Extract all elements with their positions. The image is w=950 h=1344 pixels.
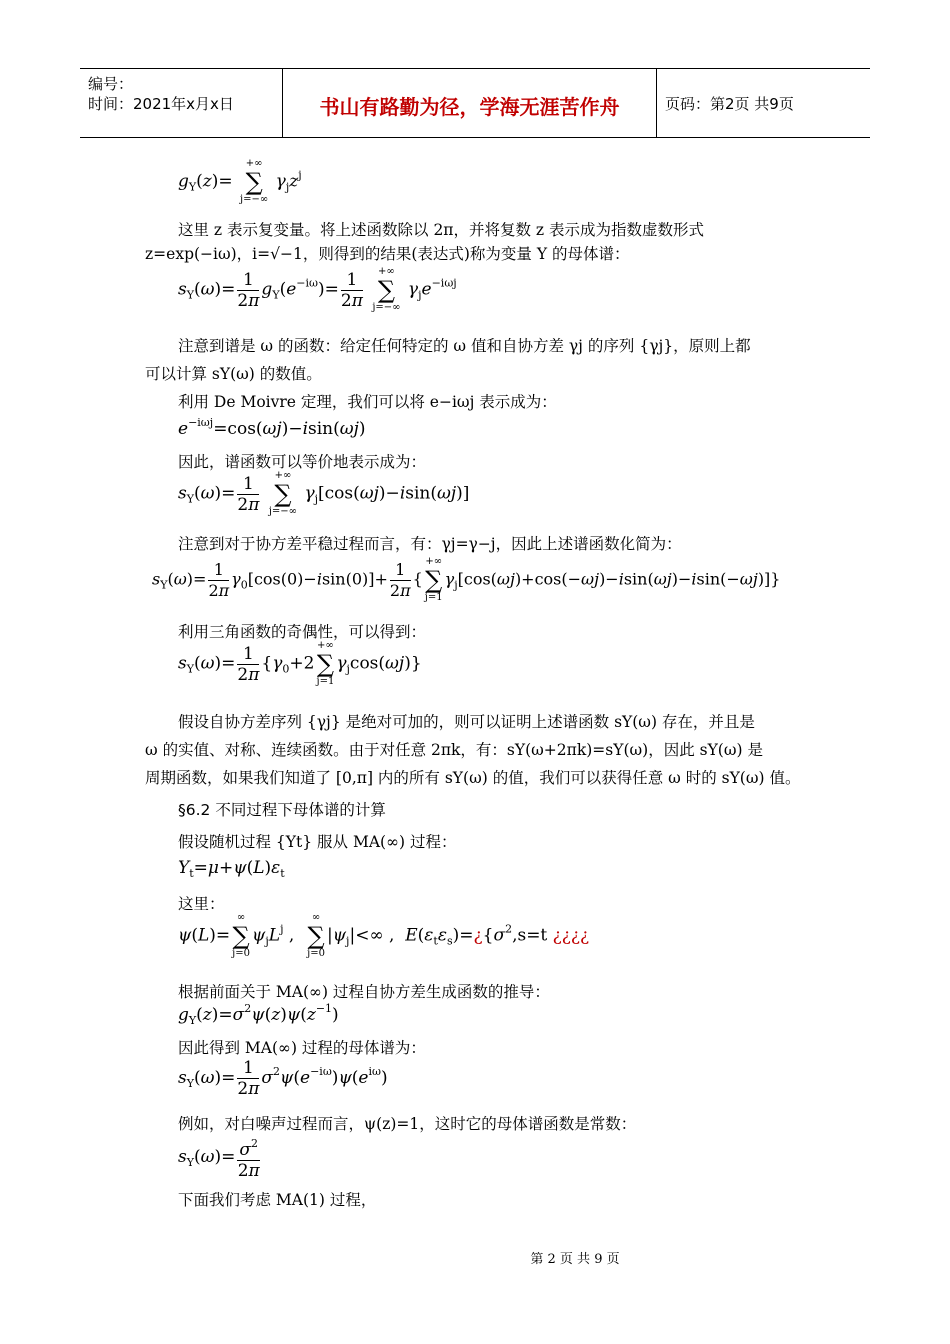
equation-11: $s_Y(\omega)=$ $\frac{\sigma^2}{2\pi}$ <box>178 1134 262 1181</box>
text-line-14: 根据前面关于 MA(∞) 过程自协方差生成函数的推导： <box>178 983 550 1001</box>
equation-7: $Y_t=\mu+\psi(L)\varepsilon_t$ <box>178 858 285 880</box>
footer-text: 第 2 页 共 9 页 <box>530 1252 620 1267</box>
text-line-8: 利用三角函数的奇偶性，可以得到： <box>178 623 427 641</box>
text-line-12: 假设随机过程 {Yt} 服从 MA(∞) 过程： <box>178 833 457 851</box>
text-line-9: 假设自协方差序列 {γj} 是绝对可加的，则可以证明上述谱函数 sY(ω) 存在，并且是 <box>178 713 755 731</box>
text-line-16: 例如，对白噪声过程而言，ψ(z)=1，这时它的母体谱函数是常数： <box>178 1115 637 1133</box>
equation-10: $s_Y(\omega)=$ $\frac{1}{2\pi}$ $\sigma^2\psi(e^{-i\omega})\psi(e^{i\omega})$ <box>178 1058 388 1099</box>
code-label: 编号： <box>88 75 134 93</box>
motto: 书山有路勤为径，学海无涯苦作舟 <box>319 95 620 119</box>
equation-3: $e^{-i\omega j}=\cos(\omega j)-isin(\omega j)$ <box>178 416 366 439</box>
text-line-1: 这里 z 表示复变量。将上述函数除以 2π，并将复数 z 表示成为指数虚数形式 <box>178 221 705 239</box>
header-motto-cell <box>283 69 657 137</box>
equation-1: $g_Y(z)=$ +∞ ∑ j=−∞ $\gamma_jz^j$ <box>178 158 302 205</box>
text-line-17: 下面我们考虑 MA(1) 过程， <box>178 1191 377 1209</box>
text-line-15: 因此得到 MA(∞) 过程的母体谱为： <box>178 1039 426 1057</box>
text-line-5: 利用 De Moivre 定理，我们可以将 e−iωj 表示成为： <box>178 393 557 411</box>
header-left-cell <box>80 69 283 137</box>
text-line-2: z=exp(−iω)，i=√−1，则得到的结果(表达式)称为变量 Y 的母体谱： <box>145 245 630 263</box>
page-label: 页码：第2页 共9页 <box>665 95 794 113</box>
page-header <box>80 68 870 138</box>
equation-8: ψ(L)= ∞ ∑ j=0 $\psi_jL^j$ , ∞ ∑ j=0 $|\psi_j|<\infty$ , $E(\varepsilon_t\varepsilon_s)=¿\{\sigma^2,s=t$ ¿¿¿¿ <box>178 912 590 959</box>
equation-2: $s_Y(\omega)=$ $\frac{1}{2\pi}$ $g_Y(e^{-i\omega})=$ $\frac{1}{2\pi}$ +∞ ∑ j=−∞ $\gamma_je^{-i\omega j}$ <box>178 266 457 313</box>
text-line-3: 注意到谱是 ω 的函数：给定任何特定的 ω 值和自协方差 γj 的序列 {γj}，原则上都 <box>178 337 751 355</box>
equation-9: $g_Y(z)=\sigma^2\psi(z)\psi(z^{-1})$ <box>178 1002 339 1027</box>
equation-5: $s_Y(\omega)=$ $\frac{1}{2\pi}$ $\gamma_0[\cos(0)-isin(0)]+$ $\frac{1}{2\pi}$ { +∞ ∑ j=1 $\gamma_j[\cos(\omega j)+\cos(-\omega j)-isin(\omega j)-isin(-\omega j)]$} <box>152 556 781 603</box>
text-line-4: 可以计算 sY(ω) 的数值。 <box>145 365 322 383</box>
page-footer <box>0 1248 950 1267</box>
text-line-6: 因此，谱函数可以等价地表示成为： <box>178 453 427 471</box>
date-label: 时间：2021年x月x日 <box>88 95 234 113</box>
equation-6: $s_Y(\omega)=$ $\frac{1}{2\pi}$ {$\gamma_0+2$ +∞ ∑ j=1 $\gamma_j\cos(\omega j)$} <box>178 640 422 687</box>
text-line-10: ω 的实值、对称、连续函数。由于对任意 2πk，有：sY(ω+2πk)=sY(ω)，因此 sY(ω) 是 <box>145 741 763 759</box>
section-heading: §6.2 不同过程下母体谱的计算 <box>178 801 386 819</box>
equation-4: $s_Y(\omega)=$ $\frac{1}{2\pi}$ +∞ ∑ j=−∞ $\gamma_j[\cos(\omega j)-isin(\omega j)]$ <box>178 470 470 517</box>
text-line-11: 周期函数，如果我们知道了 [0,π] 内的所有 sY(ω) 的值，我们可以获得任意 ω 时的 sY(ω) 值。 <box>145 769 801 787</box>
text-line-13: 这里： <box>178 895 225 913</box>
text-line-7: 注意到对于协方差平稳过程而言，有：γj=γ−j，因此上述谱函数化简为： <box>178 535 682 553</box>
